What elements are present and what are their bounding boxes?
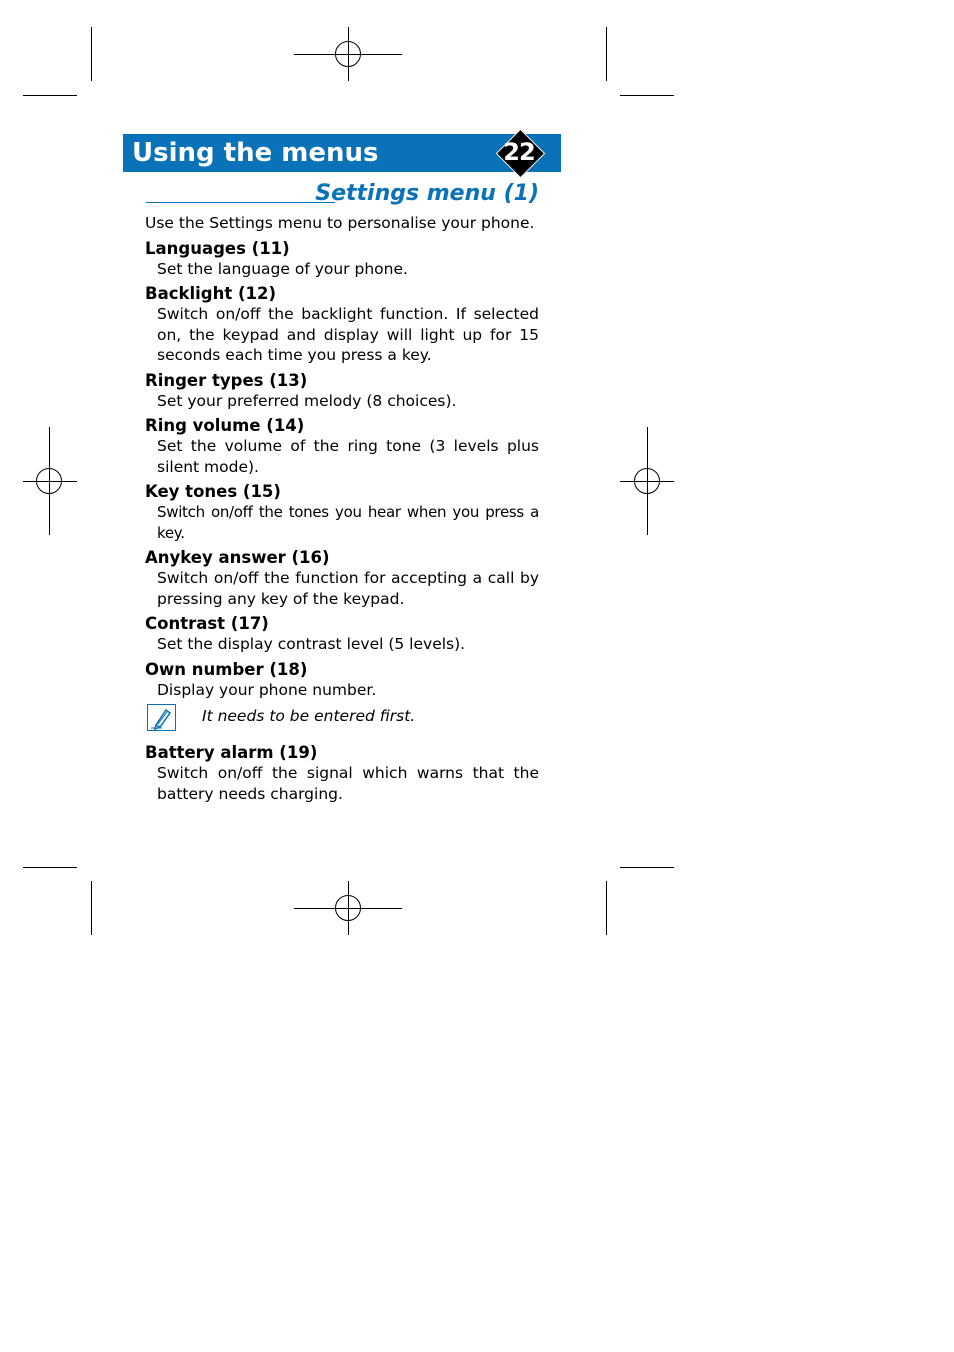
setting-heading: Battery alarm (19) xyxy=(145,743,318,762)
chapter-title: Using the menus xyxy=(132,138,379,168)
setting-description: Set the language of your phone. xyxy=(157,259,408,278)
section-rule xyxy=(146,202,335,203)
setting-heading: Anykey answer (16) xyxy=(145,548,330,567)
setting-description: Set the volume of the ring tone (3 levels plus silent mode). xyxy=(157,437,539,476)
note-text: It needs to be entered first. xyxy=(202,707,416,725)
setting-item-battery-alarm xyxy=(145,742,539,804)
page-number: 22 xyxy=(503,138,535,166)
setting-heading: Own number (18) xyxy=(145,659,308,679)
setting-description: Set your preferred melody (8 choices). xyxy=(157,391,457,410)
setting-description: Switch on/off the backlight function. If selected on, the keypad and display will light up for 15 seconds each time you press a key. xyxy=(157,305,539,364)
setting-description: Switch on/off the function for accepting a call by pressing any key of the keypad. xyxy=(157,569,539,608)
section-title: Settings menu (1) xyxy=(315,181,539,206)
setting-heading: Ringer types (13) xyxy=(145,370,308,390)
setting-item-key-tones xyxy=(145,481,539,543)
chapter-header xyxy=(123,134,561,172)
setting-heading: Key tones (15) xyxy=(145,482,281,501)
setting-heading: Ring volume (14) xyxy=(145,416,305,435)
setting-heading: Contrast (17) xyxy=(145,614,269,633)
setting-description: Display your phone number. xyxy=(157,680,377,699)
setting-item-backlight xyxy=(145,283,539,366)
setting-description: Set the display contrast level (5 levels). xyxy=(157,635,466,653)
intro-text: Use the Settings menu to personalise your phone. xyxy=(145,214,535,232)
pencil-note-icon xyxy=(147,704,176,731)
setting-item-ring-volume xyxy=(145,415,539,477)
setting-description: Switch on/off the tones you hear when you press a key. xyxy=(157,503,539,542)
setting-heading: Backlight (12) xyxy=(145,284,277,303)
setting-item-ringer-types xyxy=(145,370,539,412)
setting-heading: Languages (11) xyxy=(145,238,290,258)
note xyxy=(145,706,539,734)
setting-item-anykey-answer xyxy=(145,547,539,609)
setting-item-contrast xyxy=(145,613,539,655)
setting-item-own-number xyxy=(145,659,539,701)
setting-item-languages xyxy=(145,238,539,280)
setting-description: Switch on/off the signal which warns that the battery needs charging. xyxy=(157,764,539,803)
page-number-badge xyxy=(495,128,543,176)
page-content xyxy=(145,213,539,808)
